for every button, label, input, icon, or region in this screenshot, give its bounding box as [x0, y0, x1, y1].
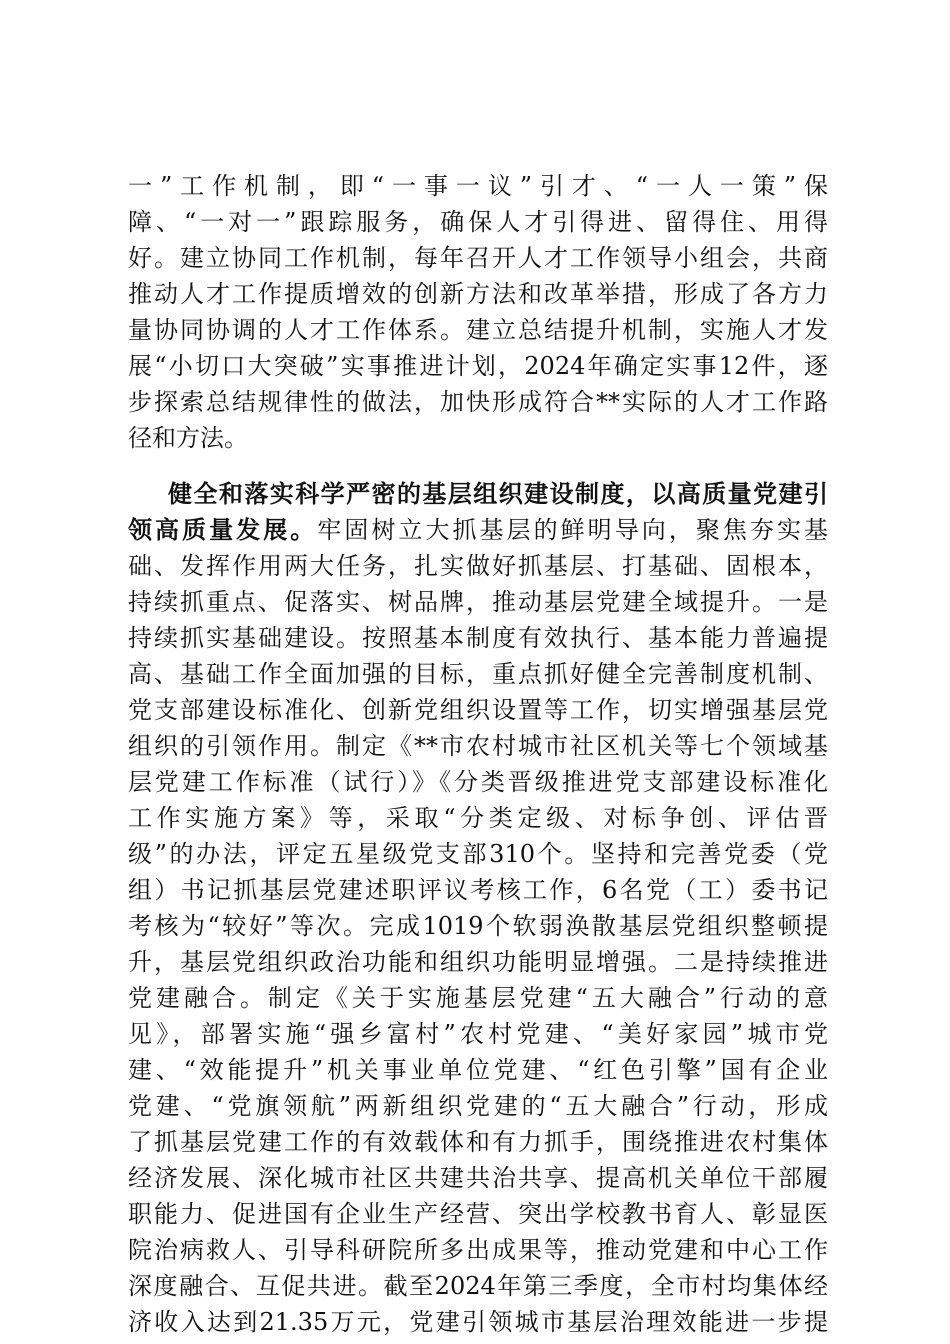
paragraph-2-line: 级”的办法，评定五星级党支部310个。坚持和完善党委（党: [128, 840, 828, 868]
paragraph-2-line: 见》，部署实施“强乡富村”农村党建、“美好家园”城市党: [128, 1020, 828, 1048]
paragraph-2-line: 高、基础工作全面加强的目标，重点抓好健全完善制度机制、: [128, 660, 828, 688]
paragraph-1-line-2: 障、“一对一”跟踪服务，确保人才引得进、留得住、用得: [128, 208, 828, 236]
paragraph-2-line: 职能力、促进国有企业生产经营、突出学校教书育人、彰显医: [128, 1200, 828, 1228]
paragraph-1-line-8: 径和方法。: [128, 424, 248, 452]
paragraph-2-line: 础、发挥作用两大任务，扎实做好抓基层、打基础、固根本，: [128, 552, 828, 580]
paragraph-2-line: 层党建工作标准（试行）》《分类晋级推进党支部建设标准化: [128, 768, 828, 796]
paragraph-2-line: 党建融合。制定《关于实施基层党建“五大融合”行动的意: [128, 984, 828, 1012]
paragraph-2-line: 深度融合、互促共进。截至2024年第三季度，全市村均集体经: [128, 1272, 828, 1300]
paragraph-2-line-2: [128, 512, 828, 548]
paragraph-2-line: 工作实施方案》等，采取“分类定级、对标争创、评估晋: [128, 804, 828, 832]
paragraph-2-heading-end: 领高质量发展。: [128, 515, 318, 544]
paragraph-2-line: 组）书记抓基层党建述职评议考核工作，6名党（工）委书记: [128, 876, 828, 904]
paragraph-2-line: 升，基层党组织政治功能和组织功能明显增强。二是持续推进: [128, 948, 828, 976]
paragraph-2-line: 考核为“较好”等次。完成1019个软弱涣散基层党组织整顿提: [128, 912, 828, 940]
paragraph-2-line: 组织的引领作用。制定《**市农村城市社区机关等七个领域基: [128, 732, 828, 760]
paragraph-1-line-5: 量协同协调的人才工作体系。建立总结提升机制，实施人才发: [128, 316, 828, 344]
paragraph-2-line: 经济发展、深化城市社区共建共治共享、提高机关单位干部履: [128, 1164, 828, 1192]
paragraph-2-line: 了抓基层党建工作的有效载体和有力抓手，围绕推进农村集体: [128, 1128, 828, 1156]
paragraph-2-line: 院治病救人、引导科研院所多出成果等，推动党建和中心工作: [128, 1236, 828, 1264]
paragraph-2-line: 建、“效能提升”机关事业单位党建、“红色引擎”国有企业: [128, 1056, 828, 1084]
paragraph-2-line: 党支部建设标准化、创新党组织设置等工作，切实增强基层党: [128, 696, 828, 724]
paragraph-1-line-6: 展“小切口大突破”实事推进计划，2024年确定实事12件，逐: [128, 352, 828, 380]
paragraph-1-line-7: 步探索总结规律性的做法，加快形成符合**实际的人才工作路: [128, 388, 828, 416]
paragraph-2-line: 持续抓重点、促落实、树品牌，推动基层党建全域提升。一是: [128, 588, 828, 616]
paragraph-2-line: 持续抓实基础建设。按照基本制度有效执行、基本能力普遍提: [128, 624, 828, 652]
paragraph-2-heading-line: 健全和落实科学严密的基层组织建设制度，以高质量党建引: [168, 479, 828, 508]
paragraph-1-line-1: 一”工作机制，即“一事一议”引才、“一人一策”保: [128, 172, 828, 200]
paragraph-2-line-2-text: 牢固树立大抓基层的鲜明导向，聚焦夯实基: [317, 516, 828, 544]
paragraph-1-line-3: 好。建立协同工作机制，每年召开人才工作领导小组会，共商: [128, 244, 828, 272]
paragraph-2-line: 党建、“党旗领航”两新组织党建的“五大融合”行动，形成: [128, 1092, 828, 1120]
paragraph-2-line: 济收入达到21.35万元，党建引领城市基层治理效能进一步提: [128, 1308, 828, 1336]
paragraph-1-line-4: 推动人才工作提质增效的创新方法和改革举措，形成了各方力: [128, 280, 828, 308]
